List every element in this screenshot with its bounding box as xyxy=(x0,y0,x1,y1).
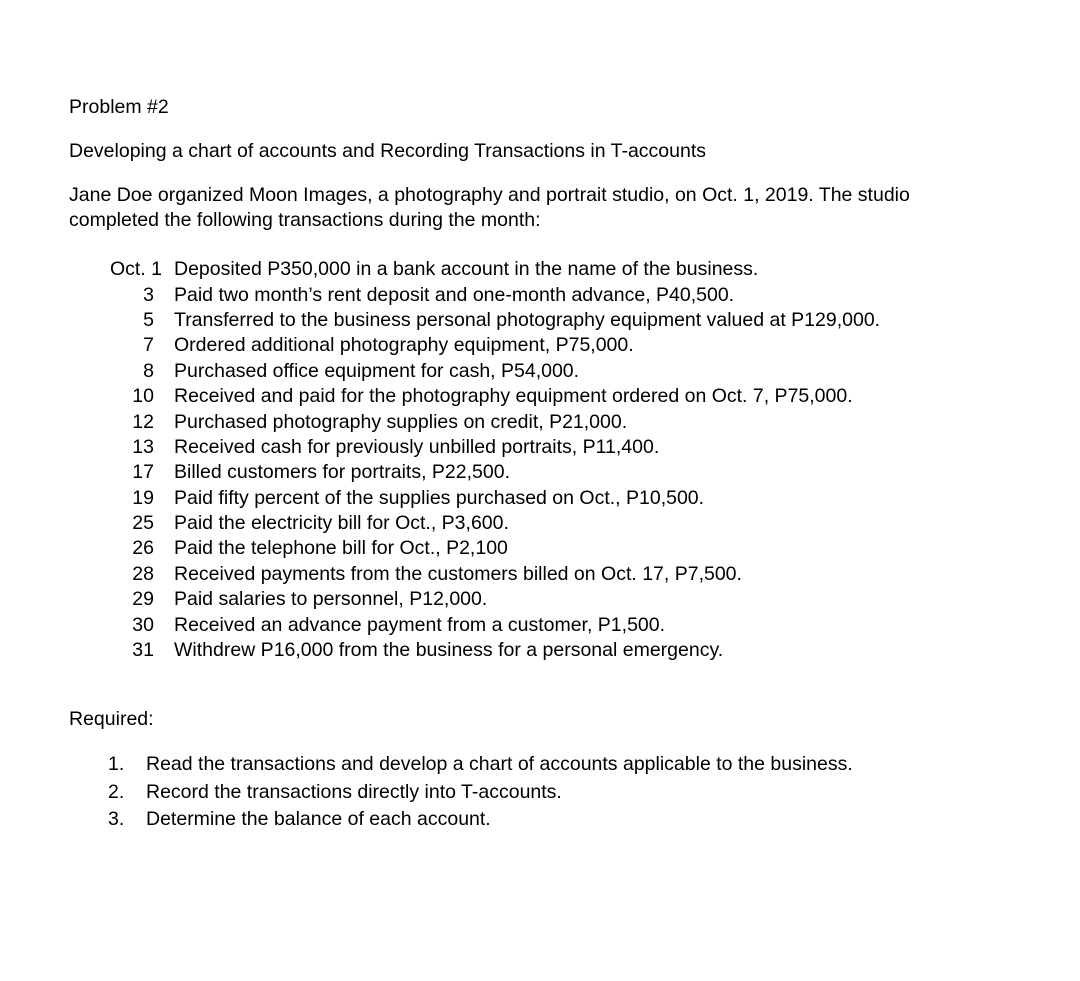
transaction-description: Paid two month’s rent deposit and one-month advance, P40,500. xyxy=(174,283,735,306)
transaction-description: Paid the telephone bill for Oct., P2,100 xyxy=(174,537,508,560)
problem-intro xyxy=(69,183,1029,233)
transaction-date: 12 xyxy=(132,410,154,433)
transaction-description: Received cash for previously unbilled portraits, P11,400. xyxy=(174,435,660,458)
transaction-date: 3 xyxy=(143,283,154,306)
transaction-description: Purchased office equipment for cash, P54,000. xyxy=(174,359,580,382)
transaction-row xyxy=(110,612,1010,637)
transaction-date: 30 xyxy=(132,613,154,636)
problem-number: Problem #2 xyxy=(69,96,169,118)
transaction-row xyxy=(110,333,1010,358)
transaction-date: Oct. 1 xyxy=(110,258,163,281)
required-item xyxy=(108,779,1008,807)
transaction-row xyxy=(110,282,1010,307)
transaction-description: Received an advance payment from a customer, P1,500. xyxy=(174,613,666,636)
transaction-description: Purchased photography supplies on credit, P21,000. xyxy=(174,410,628,433)
transaction-row xyxy=(110,486,1010,511)
transaction-date: 13 xyxy=(132,435,154,458)
required-item-number: 1. xyxy=(108,753,125,776)
required-item-number: 3. xyxy=(108,808,125,831)
transaction-description: Deposited P350,000 in a bank account in the name of the business. xyxy=(174,258,759,281)
transaction-date: 28 xyxy=(132,562,154,585)
required-item xyxy=(108,806,1008,834)
transaction-date: 10 xyxy=(132,385,154,408)
required-list xyxy=(108,751,1008,834)
transaction-row xyxy=(110,359,1010,384)
transaction-date: 26 xyxy=(132,537,154,560)
transaction-description: Withdrew P16,000 from the business for a personal emergency. xyxy=(174,639,724,662)
intro-line-1: Jane Doe organized Moon Images, a photography and portrait studio, on Oct. 1, 2019. The studio xyxy=(69,184,910,206)
problem-title: Developing a chart of accounts and Recording Transactions in T-accounts xyxy=(69,140,707,162)
transaction-row xyxy=(110,435,1010,460)
transaction-date: 7 xyxy=(143,334,154,357)
transaction-row xyxy=(110,460,1010,485)
required-item-text: Record the transactions directly into T-accounts. xyxy=(146,780,562,803)
transaction-date: 5 xyxy=(143,308,154,331)
transaction-row xyxy=(110,511,1010,536)
transaction-row xyxy=(110,587,1010,612)
transaction-description: Paid salaries to personnel, P12,000. xyxy=(174,588,488,611)
transaction-date: 25 xyxy=(132,512,154,535)
transaction-description: Transferred to the business personal photography equipment valued at P129,000. xyxy=(174,308,881,331)
transaction-row xyxy=(110,562,1010,587)
transaction-date: 17 xyxy=(132,461,154,484)
transaction-date: 31 xyxy=(132,639,154,662)
transaction-row xyxy=(110,536,1010,561)
transaction-description: Billed customers for portraits, P22,500. xyxy=(174,461,510,484)
transaction-row xyxy=(110,308,1010,333)
transaction-row xyxy=(110,257,1010,282)
transaction-description: Ordered additional photography equipment, P75,000. xyxy=(174,334,634,357)
required-item-text: Read the transactions and develop a chart of accounts applicable to the business. xyxy=(146,753,853,776)
transaction-date: 29 xyxy=(132,588,154,611)
required-item-number: 2. xyxy=(108,780,125,803)
transaction-row xyxy=(110,409,1010,434)
transaction-description: Paid the electricity bill for Oct., P3,600. xyxy=(174,512,509,535)
transaction-row xyxy=(110,384,1010,409)
intro-line-2: completed the following transactions during the month: xyxy=(69,209,541,231)
transaction-row xyxy=(110,638,1010,663)
transaction-date: 19 xyxy=(132,486,154,509)
transaction-date: 8 xyxy=(143,359,154,382)
required-heading: Required: xyxy=(69,708,154,730)
required-item-text: Determine the balance of each account. xyxy=(146,808,491,831)
required-item xyxy=(108,751,1008,779)
transaction-description: Received and paid for the photography equipment ordered on Oct. 7, P75,000. xyxy=(174,385,853,408)
transaction-description: Paid fifty percent of the supplies purchased on Oct., P10,500. xyxy=(174,486,705,509)
transaction-description: Received payments from the customers billed on Oct. 17, P7,500. xyxy=(174,562,742,585)
transactions-list xyxy=(110,257,1010,663)
